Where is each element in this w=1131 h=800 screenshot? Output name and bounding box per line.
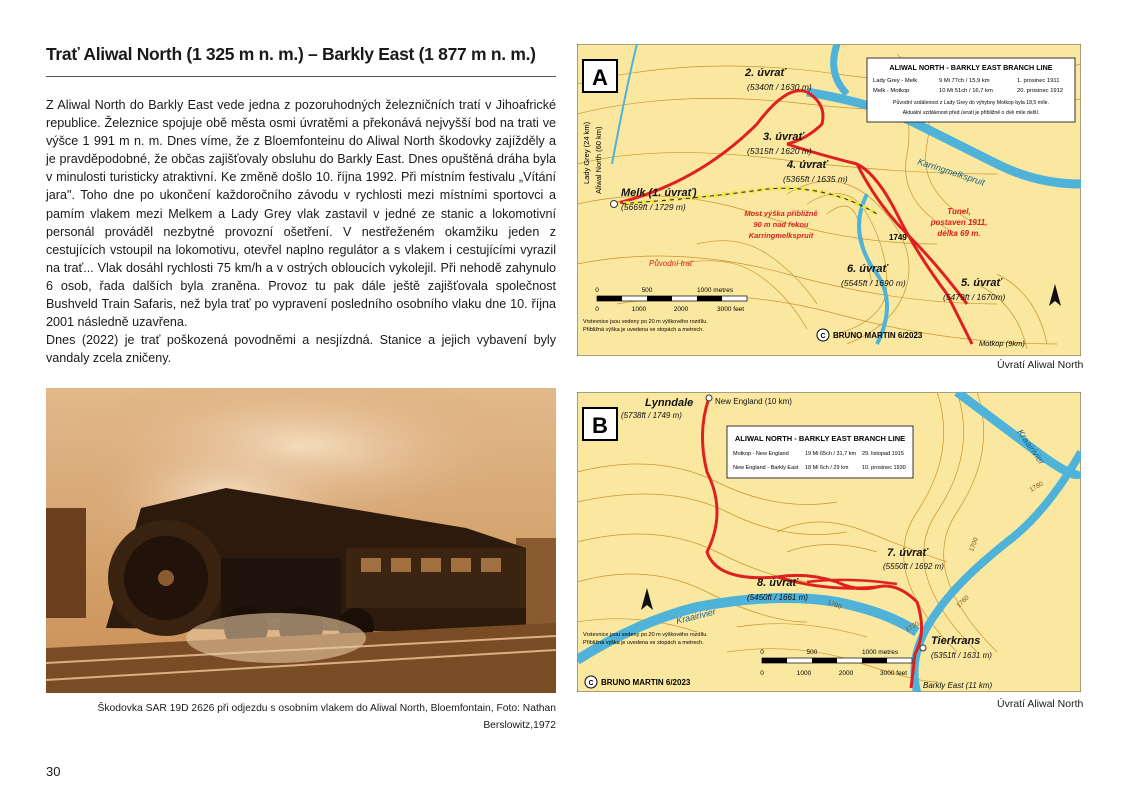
- map-a-reversal-label: 6. úvrať: [847, 263, 888, 275]
- map-a-legend-date: 20. prosinec 1912: [1017, 88, 1064, 94]
- map-b-contour-label: 1780: [826, 599, 843, 611]
- article-body: [46, 96, 556, 367]
- map-a-scale-label: 1000: [631, 306, 647, 313]
- map-a-original-route-label: Původní trať: [649, 259, 693, 268]
- map-b-contour-label: 1780: [1028, 480, 1045, 494]
- map-a-tunnel-label: postaven 1911,: [930, 218, 988, 227]
- map-b-tierkrans-label: Tierkrans: [931, 635, 981, 647]
- map-b-footnote: Vrstevnice jsou vedeny po 20 m výškového rozdílu.: [583, 632, 708, 638]
- map-b-scale-label: 0: [760, 649, 764, 656]
- map-b-reversal-label: 8. úvrať: [757, 577, 798, 589]
- page-number: 30: [46, 764, 61, 779]
- map-b-scale-label: 500: [806, 649, 818, 656]
- map-a-credit: BRUNO MARTIN 6/2023: [833, 331, 923, 340]
- article-paragraph: Z Aliwal North do Barkly East vede jedna z pozoruhodných železničních tratí v Jihoafrické republice. Železnice spojuje obě města osmi úvratěmi a překonává nejvyšší bod na trati ve výšce 1 991 m n. m. Dnes víme, že z Bloemfonteinu do Aliwal North škodovky zajížděly a je pravděpodobné, že občas zajišťovaly obsluhu do Barkly East. Dnes opuštěná dráha byla v minulosti turisticky atraktivní. Ke změně došlo 10. října 1992. Při místním festivalu „Vítání jara". Toho dne po ukončení každoročního závodu v rychlosti mezi místními sportovci a pamím vlakem mezi Melkem a Lady Grey vlak zastavil v jedné ze stanic a lokomotivní personál prováděl nezbytné provozní ošetření. V nestřeženém okamžiku jeden z cestujících vstoupil na lokomotivu, otevřel naplno regulátor a s vlakem i cestujícími vyrazil na trať... Vlak dosáhl rychlosti 75 km/h a v ostrých obloucích vykolejil. Při nehodě zahynulo 6 osob, řada dalších byla zraněna. Provoz tu pak dále ještě zajišťovala společnost Bushveld Train Safaris, než byla trať po vypravení posledního osobního vlaku dne 10. října 2001 následně uzavřena.: [46, 98, 556, 330]
- map-a-copyright-icon: C: [820, 333, 826, 340]
- map-b-legend-title: ALIWAL NORTH - BARKLY EAST BRANCH LINE: [734, 434, 906, 443]
- map-a-legend-note: Původní vzdálenost z Lady Grey do výhybny Motkop byla 18,5 míle.: [893, 100, 1049, 106]
- map-a-bridge-label: Most výška přibližně: [744, 209, 818, 218]
- map-b-reversal-altitude: (5550ft / 1692 m): [883, 562, 944, 571]
- map-a-reversal-altitude: (5545ft / 1690 m): [841, 278, 906, 288]
- map-b-scale-label: 3000 feet: [880, 670, 908, 677]
- map-a-motkop-label: Motkop (9km): [979, 339, 1025, 348]
- map-b-reversal-altitude: (5450ft / 1661 m): [747, 593, 808, 602]
- map-a-tunnel-label: Tunel,: [947, 207, 971, 216]
- map-a-reversal-label: 5. úvrať: [961, 277, 1002, 289]
- map-a-scale-label: 0: [595, 287, 599, 294]
- map-a-river-label: Karringmelkspruit: [916, 156, 987, 188]
- map-b-legend-distance: 18 Mi 6ch / 29 km: [805, 465, 849, 471]
- photo-caption: Škodovka SAR 19D 2626 při odjezdu s osobním vlakem do Aliwal North, Bloemfontain, Foto: Nathan Berslowitz,1972: [97, 703, 556, 731]
- map-a-footnote: Přibližná výška je uvedena ve stopách a metrech.: [583, 327, 704, 333]
- map-b-contour-label: 1700: [968, 536, 980, 553]
- map-b-legend-route: New England - Barkly East: [733, 465, 799, 471]
- map-b-legend-route: Motkop - New England: [733, 451, 789, 457]
- map-b-legend-date: 10. prosinec 1930: [862, 465, 906, 471]
- map-b-lynndale-label: Lynndale: [645, 397, 694, 409]
- map-a-lady-grey-label: Lady Grey (24 km): [582, 121, 591, 184]
- map-a-legend-distance: 9 Mi 77ch / 15,9 km: [939, 78, 990, 84]
- map-a: [577, 44, 1081, 356]
- map-a-reversal-altitude: (5669ft / 1729 m): [621, 202, 686, 212]
- map-a-reversal-altitude: (5315ft / 1620 m): [747, 146, 812, 156]
- map-b-reversal-label: 7. úvrať: [887, 547, 928, 559]
- map-b-new-england-label: New England (10 km): [715, 397, 792, 406]
- map-a-badge: A: [592, 65, 608, 90]
- map-b-lynndale-altitude: (5738ft / 1749 m): [621, 411, 682, 420]
- map-a-tunnel-label: délka 69 m.: [937, 229, 981, 238]
- map-a-reversal-altitude: (5365ft / 1635 m): [783, 174, 848, 184]
- map-b-credit: BRUNO MARTIN 6/2023: [601, 678, 691, 687]
- map-a-aliwal-label: Aliwal North (60 km): [594, 126, 603, 194]
- map-a-reversal-altitude: (5479ft / 1670m): [943, 292, 1006, 302]
- map-b-footnote: Přibližná výška je uvedena ve stopách a metrech.: [583, 640, 704, 646]
- map-a-scale-label: 0: [595, 306, 599, 313]
- map-a-reversal-label: 3. úvrať: [763, 131, 804, 143]
- map-a-scale-label: 500: [641, 287, 653, 294]
- map-a-peak-label: 1749: [889, 233, 907, 242]
- map-a-legend-distance: 10 Mi 51ch / 16,7 km: [939, 88, 993, 94]
- map-b-scale-label: 1000: [796, 670, 812, 677]
- map-a-legend-route: Melk - Motkop: [873, 88, 910, 94]
- map-a-reversal-label: 2. úvrať: [745, 67, 786, 79]
- map-a-scale-label: 1000 metres: [697, 287, 734, 294]
- locomotive-photo: [46, 388, 556, 693]
- map-a-bridge-label: Karringmelkspruit: [748, 231, 814, 240]
- map-b-copyright-icon: C: [588, 680, 594, 687]
- map-a-reversal-altitude: (5340ft / 1630 m): [747, 82, 812, 92]
- map-b: [577, 392, 1081, 692]
- map-b-contour-label: 1760: [955, 594, 971, 610]
- map-a-reversal-label: 4. úvrať: [787, 159, 828, 171]
- map-a-legend-date: 1. prosinec 1911: [1017, 78, 1060, 84]
- map-b-contour-label: 1720: [904, 620, 921, 634]
- map-a-footnote: Vrstevnice jsou vedeny po 20 m výškového rozdílu.: [583, 319, 708, 325]
- map-b-scale-label: 2000: [838, 670, 854, 677]
- map-a-scale-label: 2000: [673, 306, 689, 313]
- map-a-legend-note: Aktuální vzdálenost před úvratí je přibližně o dvě míle delší.: [902, 110, 1040, 116]
- map-a-scale-label: 3000 feet: [717, 306, 745, 313]
- map-b-legend-distance: 19 Mi 65ch / 31,7 km: [805, 451, 857, 457]
- map-a-caption: Úvratí Aliwal North: [997, 359, 1084, 371]
- article-paragraph: Dnes (2022) je trať poškozená povodněmi a nesjízdná. Stanice a jejich vybavení byly vandaly zcela zničeny.: [46, 333, 556, 366]
- map-b-river-label: Kraairivier: [1015, 427, 1047, 467]
- map-a-bridge-label: 90 m nad řekou: [753, 220, 809, 229]
- title-divider: [46, 76, 556, 77]
- map-b-scale-label: 0: [760, 670, 764, 677]
- map-b-scale-label: 1000 metres: [862, 649, 899, 656]
- map-a-legend-title: ALIWAL NORTH - BARKLY EAST BRANCH LINE: [889, 63, 1053, 72]
- map-a-reversal-label: Melk (1. úvrať): [621, 187, 697, 199]
- map-b-legend-date: 29. listopad 1915: [862, 451, 904, 457]
- map-b-badge: B: [592, 413, 608, 438]
- map-a-legend-route: Lady Grey - Melk: [873, 78, 918, 84]
- map-b-caption: Úvratí Aliwal North: [997, 698, 1084, 710]
- map-b-tierkrans-altitude: (5351ft / 1631 m): [931, 651, 992, 660]
- map-b-river-label: Kraairivier: [675, 606, 717, 626]
- article-title: Trať Aliwal North (1 325 m n. m.) – Barkly East (1 877 m n. m.): [46, 44, 536, 64]
- map-b-barkly-label: Barkly East (11 km): [923, 681, 993, 690]
